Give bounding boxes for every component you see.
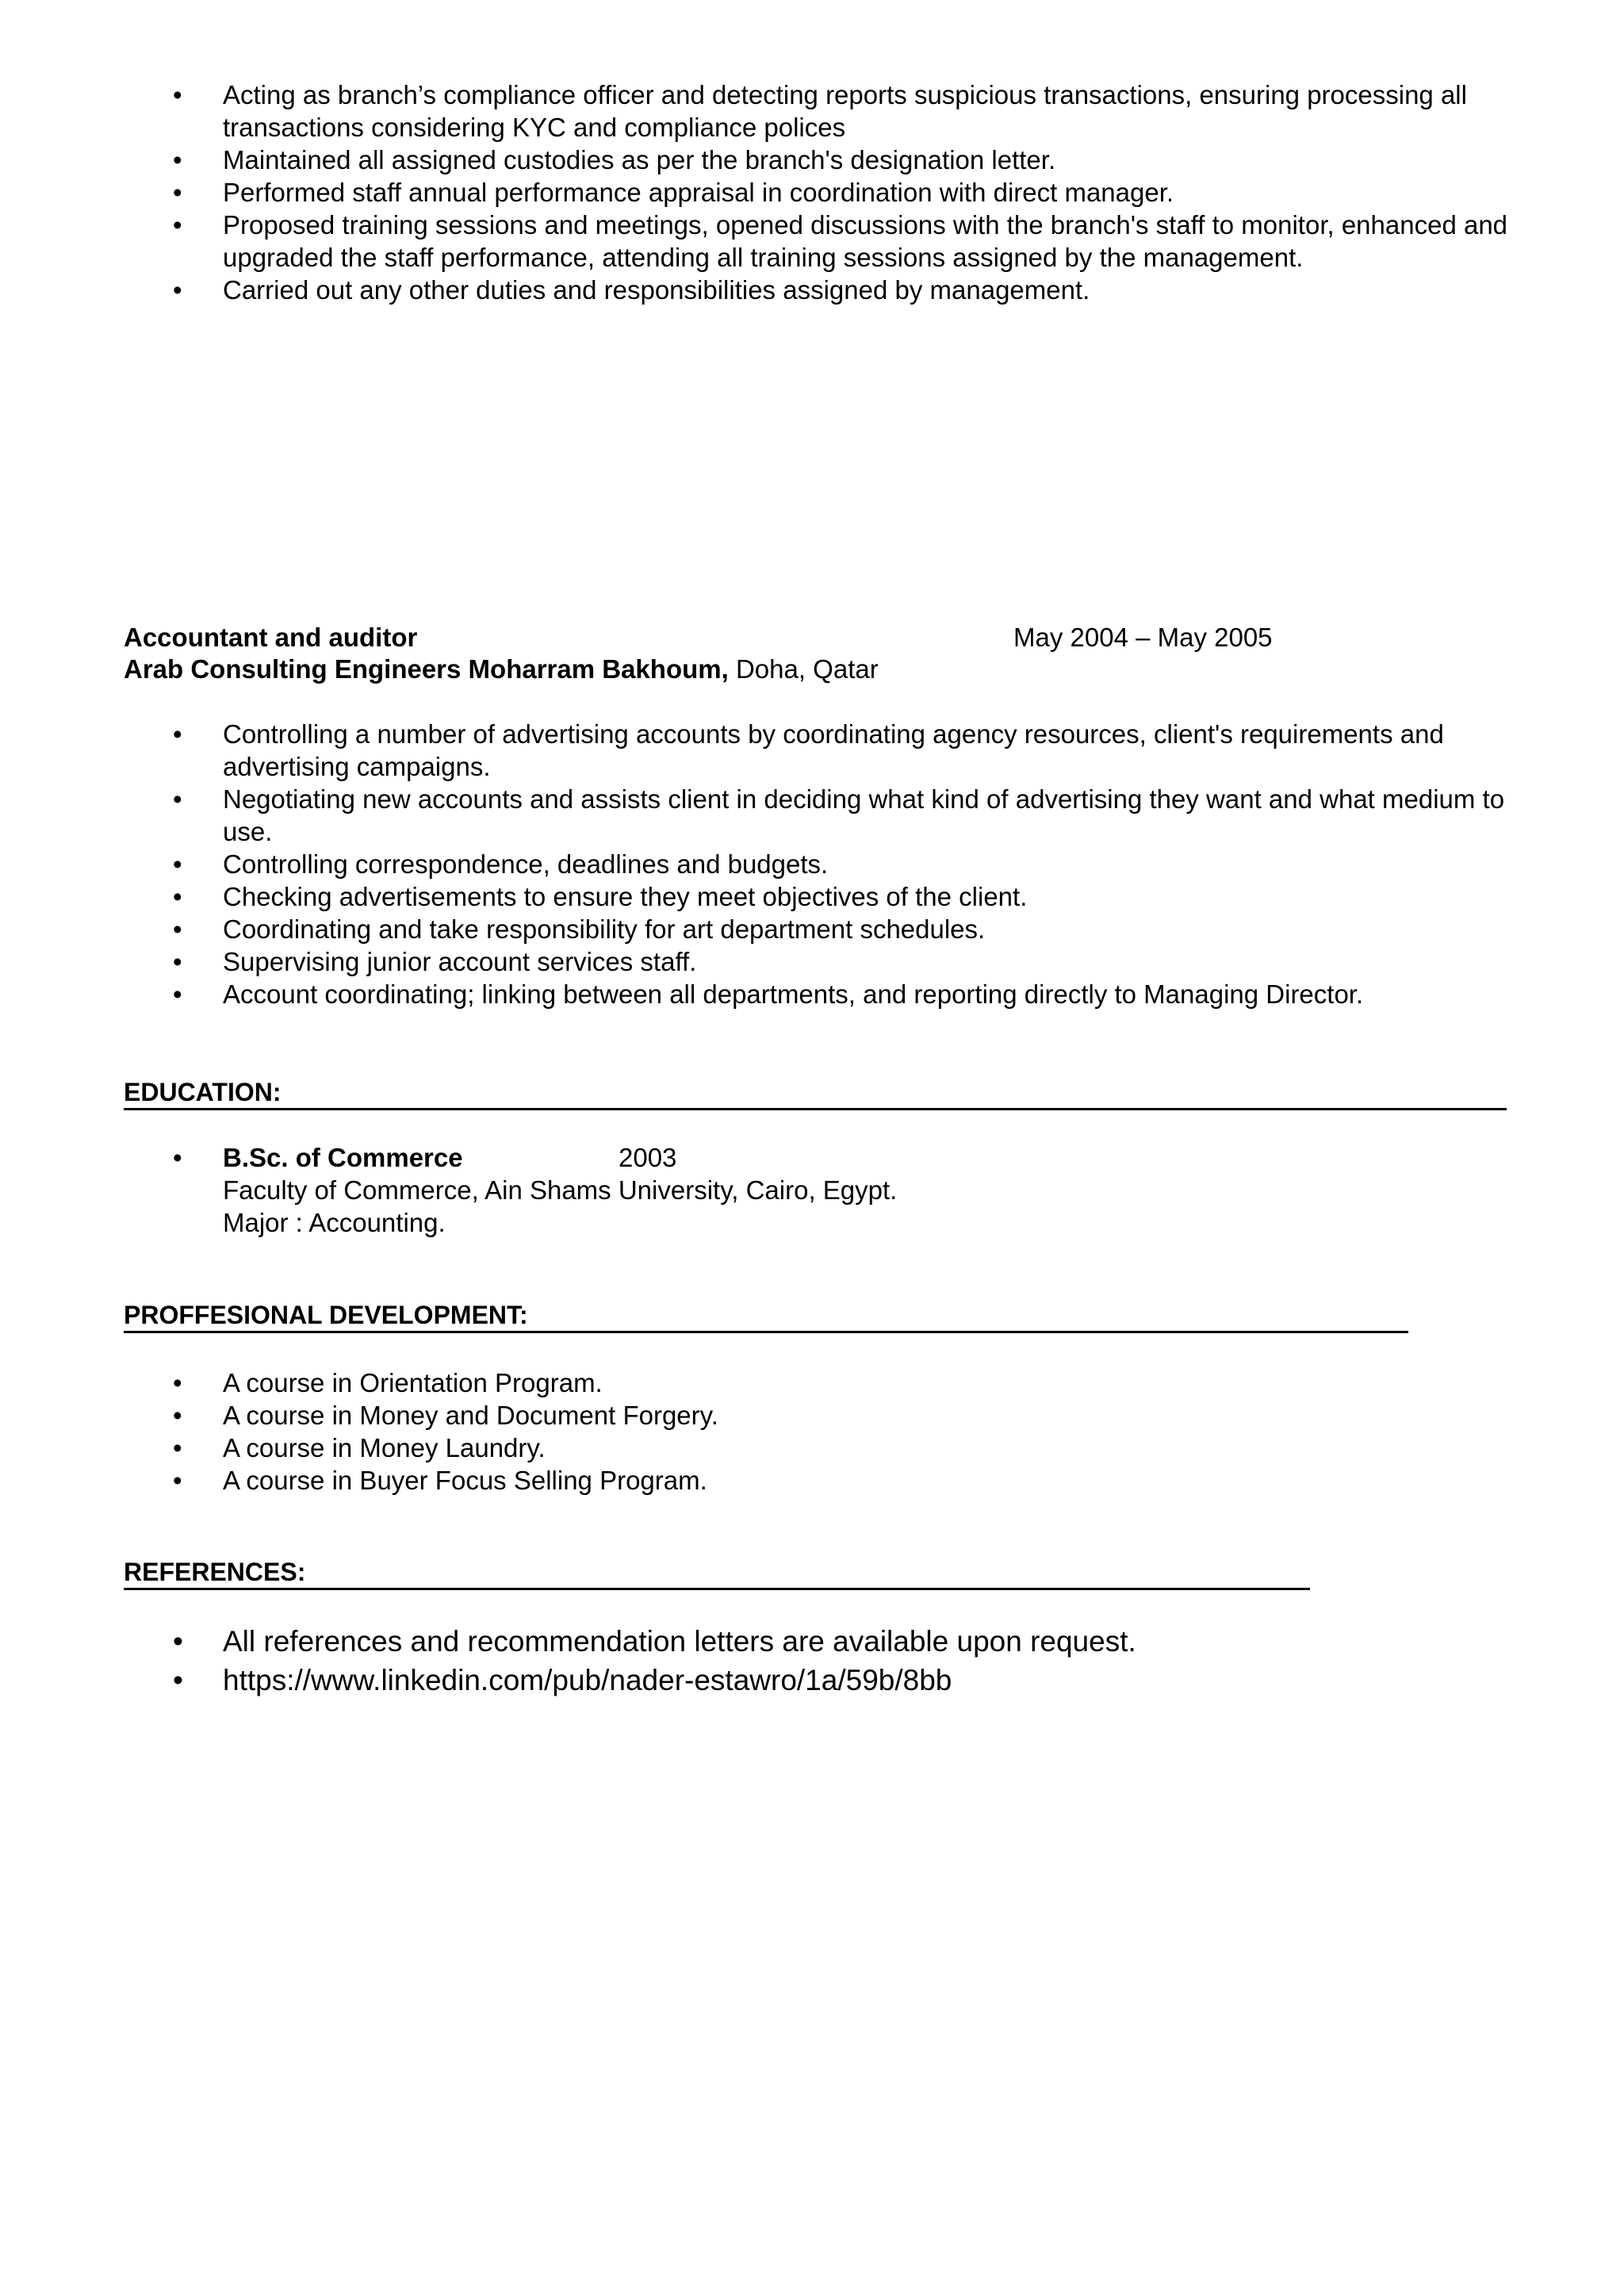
experience-continued-list: [0, 79, 1530, 306]
job-employer: [124, 653, 879, 685]
list-item: • Carried out any other duties and responsibilities assigned by management.: [0, 274, 1530, 306]
list-item: • Supervising junior account services staff.: [0, 945, 1530, 978]
list-item: • Controlling correspondence, deadlines and budgets.: [0, 848, 1530, 880]
bullet-icon: •: [173, 1143, 182, 1172]
linkedin-link[interactable]: • https://www.linkedin.com/pub/nader-estawro/1a/59b/8bb: [0, 1661, 1530, 1700]
professional-development-heading: PROFFESIONAL DEVELOPMENT:: [124, 1299, 1408, 1333]
degree: B.Sc. of Commerce: [223, 1143, 463, 1172]
institution: Faculty of Commerce, Ain Shams University, Cairo, Egypt.: [223, 1175, 898, 1205]
list-item: • Proposed training sessions and meetings, opened discussions with the branch's staff to monitor, enhanced and upgraded the staff performance, attending all training sessions assigned by the management.: [0, 209, 1530, 274]
job-dates: May 2004 – May 2005: [1013, 623, 1273, 652]
references-heading: REFERENCES:: [124, 1556, 1310, 1590]
list-item: • Checking advertisements to ensure they meet objectives of the client.: [0, 880, 1530, 913]
education-heading: EDUCATION:: [124, 1076, 1507, 1110]
list-item: • A course in Money Laundry.: [0, 1432, 1530, 1464]
list-item: • Negotiating new accounts and assists client in deciding what kind of advertising they want and what medium to use.: [0, 783, 1530, 848]
job-title: Accountant and auditor: [124, 623, 418, 652]
company-location: Doha, Qatar: [728, 654, 879, 684]
list-item: • A course in Orientation Program.: [0, 1366, 1530, 1399]
company-name: Arab Consulting Engineers Moharram Bakhoum,: [124, 654, 729, 684]
job-duties-list: [0, 718, 1530, 1010]
degree-year: 2003: [619, 1143, 677, 1172]
professional-development-list: [0, 1366, 1530, 1497]
list-item: • Coordinating and take responsibility for art department schedules.: [0, 913, 1530, 945]
list-item: • Controlling a number of advertising accounts by coordinating agency resources, client's requirements and advertising campaigns.: [0, 718, 1530, 783]
list-item: • A course in Buyer Focus Selling Program.: [0, 1464, 1530, 1497]
references-list: [0, 1622, 1530, 1700]
list-item: • Performed staff annual performance appraisal in coordination with direct manager.: [0, 176, 1530, 209]
list-item: • All references and recommendation letters are available upon request.: [0, 1622, 1530, 1661]
list-item: • Acting as branch’s compliance officer and detecting reports suspicious transactions, ensuring processing all transactions considering KYC and compliance polices: [0, 79, 1530, 144]
major: Major : Accounting.: [223, 1208, 446, 1237]
list-item: • A course in Money and Document Forgery.: [0, 1399, 1530, 1432]
list-item: • Account coordinating; linking between all departments, and reporting directly to Managing Director.: [0, 978, 1530, 1010]
list-item: • Maintained all assigned custodies as per the branch's designation letter.: [0, 144, 1530, 176]
